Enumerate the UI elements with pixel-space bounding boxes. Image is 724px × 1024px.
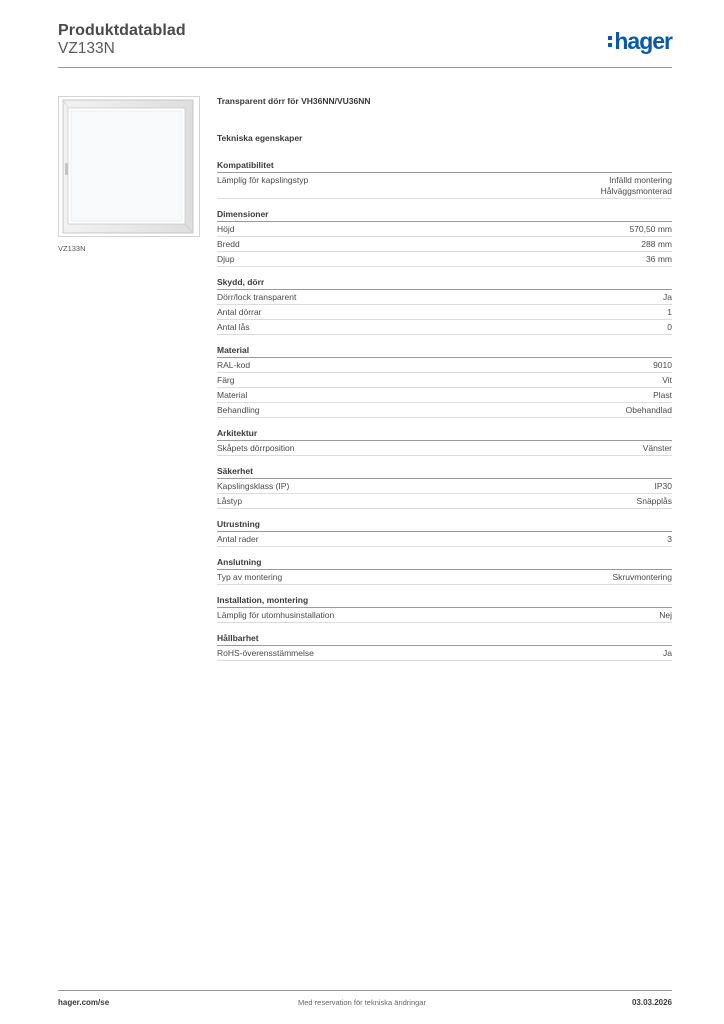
spec-label: Antal lås [217, 322, 250, 332]
hager-logo [608, 29, 672, 53]
spec-value [667, 307, 672, 318]
spec-value [646, 254, 672, 265]
spec-row [217, 608, 672, 623]
spec-row [217, 532, 672, 547]
spec-value-line: 570,50 mm [629, 224, 672, 234]
spec-content [217, 96, 672, 669]
spec-label: Höjd [217, 224, 235, 234]
spec-label: Behandling [217, 405, 260, 415]
spec-value-line: Ja [663, 292, 672, 302]
section-title: Hållbarhet [217, 631, 672, 646]
product-image-caption: VZ133N [58, 244, 86, 253]
spec-value-line: 288 mm [641, 239, 672, 249]
spec-row [217, 373, 672, 388]
spec-section [217, 631, 672, 661]
footer-divider [58, 990, 672, 991]
spec-label: Typ av montering [217, 572, 283, 582]
spec-section [217, 207, 672, 267]
spec-row [217, 290, 672, 305]
spec-value-line: Vit [662, 375, 672, 385]
transparent-door-illustration [59, 97, 199, 236]
spec-row [217, 388, 672, 403]
spec-label: Dörr/lock transparent [217, 292, 297, 302]
section-title: Installation, montering [217, 593, 672, 608]
footer-website: hager.com/se [58, 998, 110, 1007]
spec-value-line: 9010 [653, 360, 672, 370]
spec-label: Färg [217, 375, 235, 385]
document-title: Produktdatablad [58, 22, 186, 39]
spec-value-line: Nej [659, 610, 672, 620]
spec-value [655, 481, 673, 492]
spec-row [217, 441, 672, 456]
logo-dots-icon [608, 36, 612, 47]
spec-value-line: 1 [667, 307, 672, 317]
spec-value [663, 292, 672, 303]
section-title: Kompatibilitet [217, 158, 672, 173]
spec-label: Skåpets dörrposition [217, 443, 295, 453]
spec-value [612, 572, 672, 583]
spec-row [217, 570, 672, 585]
spec-value-line: 0 [667, 322, 672, 332]
spec-row [217, 403, 672, 418]
spec-label: Antal dörrar [217, 307, 262, 317]
spec-value [662, 375, 672, 386]
spec-value [667, 322, 672, 333]
header-divider [58, 67, 672, 68]
spec-value [626, 405, 672, 416]
spec-value-line: 3 [667, 534, 672, 544]
spec-label: Antal rader [217, 534, 259, 544]
product-description: Transparent dörr för VH36NN/VU36NN [217, 96, 371, 106]
spec-value [637, 496, 672, 507]
spec-section [217, 555, 672, 585]
footer-disclaimer: Med reservation för tekniska ändringar [298, 998, 426, 1007]
spec-value-line: Snäpplås [636, 496, 672, 506]
footer-date: 03.03.2026 [631, 998, 672, 1007]
spec-value-line: 36 mm [646, 254, 672, 264]
spec-row [217, 252, 672, 267]
spec-label: RAL-kod [217, 360, 251, 370]
spec-section [217, 158, 672, 199]
section-title: Material [217, 343, 672, 358]
spec-row [217, 646, 672, 661]
section-title: Dimensioner [217, 207, 672, 222]
spec-value-line: Plast [653, 390, 672, 400]
spec-section [217, 275, 672, 335]
section-title: Utrustning [217, 517, 672, 532]
section-title: Anslutning [217, 555, 672, 570]
section-title: Säkerhet [217, 464, 672, 479]
spec-value [659, 610, 672, 621]
spec-value [663, 648, 672, 659]
spec-value [667, 534, 672, 545]
spec-sections [217, 158, 672, 661]
section-title: Skydd, dörr [217, 275, 672, 290]
spec-row [217, 479, 672, 494]
spec-value [601, 175, 672, 197]
spec-row [217, 320, 672, 335]
spec-label: RoHS-överensstämmelse [217, 648, 314, 658]
spec-section [217, 593, 672, 623]
spec-row [217, 237, 672, 252]
spec-row [217, 494, 672, 509]
spec-section [217, 426, 672, 456]
spec-value [641, 239, 672, 250]
product-code: VZ133N [58, 40, 115, 57]
spec-value-line: Skruvmontering [612, 572, 672, 582]
spec-value-line: Ja [663, 648, 672, 658]
product-image [58, 96, 200, 237]
spec-section [217, 517, 672, 547]
spec-label: Material [217, 390, 248, 400]
spec-value-line: Infälld montering [609, 175, 672, 185]
spec-label: Lämplig för kapslingstyp [217, 175, 309, 185]
spec-value-line: Hålväggsmonterad [600, 186, 672, 196]
spec-label: Djup [217, 254, 235, 264]
spec-row [217, 173, 672, 199]
spec-label: Kapslingsklass (IP) [217, 481, 290, 491]
section-title: Arkitektur [217, 426, 672, 441]
spec-label: Lämplig för utomhusinstallation [217, 610, 335, 620]
spec-value [653, 390, 672, 401]
spec-section [217, 464, 672, 509]
spec-value [629, 224, 672, 235]
spec-row [217, 358, 672, 373]
spec-value [653, 360, 672, 371]
spec-row [217, 222, 672, 237]
spec-value-line: Vänster [642, 443, 672, 453]
logo-text: hager [614, 27, 672, 54]
spec-label: Bredd [217, 239, 240, 249]
spec-row [217, 305, 672, 320]
specs-heading: Tekniska egenskaper [217, 133, 303, 143]
document-header [58, 22, 672, 68]
spec-value-line: Obehandlad [625, 405, 672, 415]
spec-value-line: IP30 [654, 481, 672, 491]
spec-section [217, 343, 672, 418]
spec-label: Låstyp [217, 496, 243, 506]
spec-value [643, 443, 672, 454]
